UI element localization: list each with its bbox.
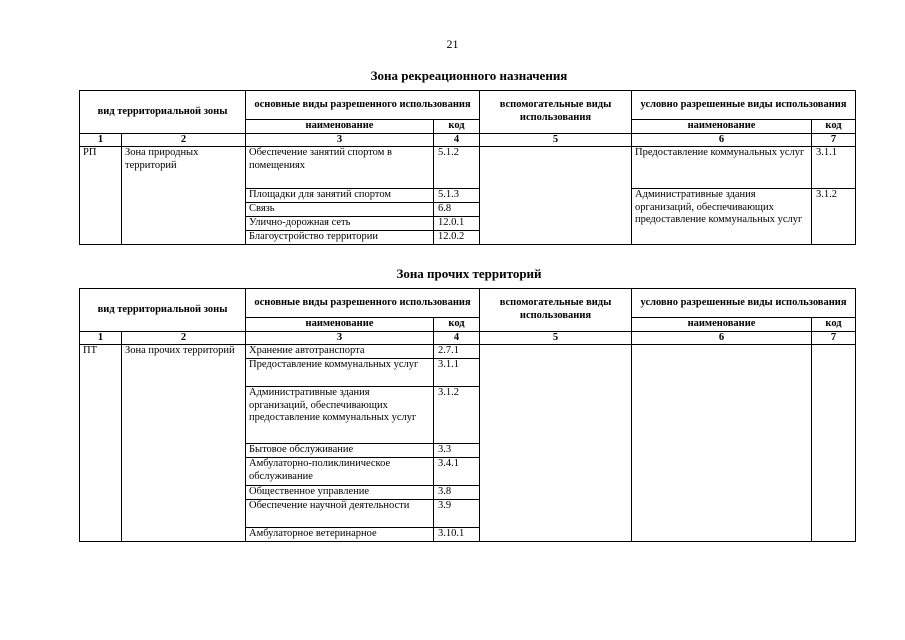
- main-use-code: 3.1.1: [434, 359, 480, 387]
- zone-table-recreational: [79, 90, 856, 245]
- cond-use-empty: [632, 345, 812, 542]
- main-use-name: Предоставление коммунальных услуг: [246, 359, 434, 387]
- main-use-code: 5.1.3: [434, 189, 480, 203]
- main-use-name: Амбулаторное ветеринарное: [246, 528, 434, 542]
- header-aux-uses: вспомогательные виды использования: [480, 91, 632, 134]
- header-code: код: [812, 120, 856, 134]
- column-number: 6: [632, 133, 812, 147]
- main-use-name: Общественное управление: [246, 486, 434, 500]
- column-number: 1: [80, 331, 122, 345]
- header-name: наименование: [632, 120, 812, 134]
- zone-table-other: [79, 288, 856, 542]
- column-number: 7: [812, 331, 856, 345]
- column-number: 2: [122, 331, 246, 345]
- main-use-code: 3.9: [434, 500, 480, 528]
- page-number: 21: [446, 37, 459, 51]
- main-use-name: Обеспечение занятий спортом в помещениях: [246, 147, 434, 189]
- header-code: код: [434, 318, 480, 332]
- main-use-code: 6.8: [434, 203, 480, 217]
- cond-use-name: Административные здания организаций, обеспечивающих предоставление коммунальных услуг: [632, 189, 812, 245]
- zone-title: Зона рекреационного назначения: [370, 68, 568, 83]
- main-use-name: Улично-дорожная сеть: [246, 217, 434, 231]
- header-main-uses: основные виды разрешенного использования: [246, 289, 480, 318]
- main-use-code: 3.8: [434, 486, 480, 500]
- zone-code: ПТ: [80, 345, 122, 542]
- main-use-code: 5.1.2: [434, 147, 480, 189]
- main-use-name: Благоустройство территории: [246, 231, 434, 245]
- main-use-name: Площадки для занятий спортом: [246, 189, 434, 203]
- header-code: код: [812, 318, 856, 332]
- main-use-name: Хранение автотранспорта: [246, 345, 434, 359]
- column-number: 5: [480, 331, 632, 345]
- header-aux-uses: вспомогательные виды использования: [480, 289, 632, 332]
- column-number: 3: [246, 133, 434, 147]
- header-main-uses: основные виды разрешенного использования: [246, 91, 480, 120]
- header-name: наименование: [246, 318, 434, 332]
- cond-code-empty: [812, 345, 856, 542]
- aux-use-empty: [480, 345, 632, 542]
- zone-name: Зона прочих территорий: [122, 345, 246, 542]
- column-number: 2: [122, 133, 246, 147]
- header-name: наименование: [632, 318, 812, 332]
- cond-use-code: 3.1.2: [812, 189, 856, 245]
- main-use-name: Бытовое обслуживание: [246, 444, 434, 458]
- zone-title: Зона прочих территорий: [396, 266, 542, 281]
- column-number: 4: [434, 331, 480, 345]
- zone-name: Зона природных территорий: [122, 147, 246, 245]
- aux-use-empty: [480, 147, 632, 245]
- column-number: 6: [632, 331, 812, 345]
- header-code: код: [434, 120, 480, 134]
- column-number: 3: [246, 331, 434, 345]
- column-number: 7: [812, 133, 856, 147]
- cond-use-code: 3.1.1: [812, 147, 856, 189]
- main-use-name: Амбулаторно-поликлиническое обслуживание: [246, 458, 434, 486]
- column-number: 4: [434, 133, 480, 147]
- zone-code: РП: [80, 147, 122, 245]
- column-number: 5: [480, 133, 632, 147]
- header-cond-uses: условно разрешенные виды использования: [632, 91, 856, 120]
- header-zone-type: вид территориальной зоны: [80, 91, 246, 134]
- main-use-name: Связь: [246, 203, 434, 217]
- column-number: 1: [80, 133, 122, 147]
- main-use-code: 12.0.2: [434, 231, 480, 245]
- main-use-code: 3.1.2: [434, 387, 480, 444]
- main-use-name: Административные здания организаций, обеспечивающих предоставление коммунальных услуг: [246, 387, 434, 444]
- header-name: наименование: [246, 120, 434, 134]
- main-use-code: 12.0.1: [434, 217, 480, 231]
- main-use-code: 3.3: [434, 444, 480, 458]
- header-cond-uses: условно разрешенные виды использования: [632, 289, 856, 318]
- main-use-name: Обеспечение научной деятельности: [246, 500, 434, 528]
- main-use-code: 2.7.1: [434, 345, 480, 359]
- main-use-code: 3.4.1: [434, 458, 480, 486]
- header-zone-type: вид территориальной зоны: [80, 289, 246, 332]
- main-use-code: 3.10.1: [434, 528, 480, 542]
- cond-use-name: Предоставление коммунальных услуг: [632, 147, 812, 189]
